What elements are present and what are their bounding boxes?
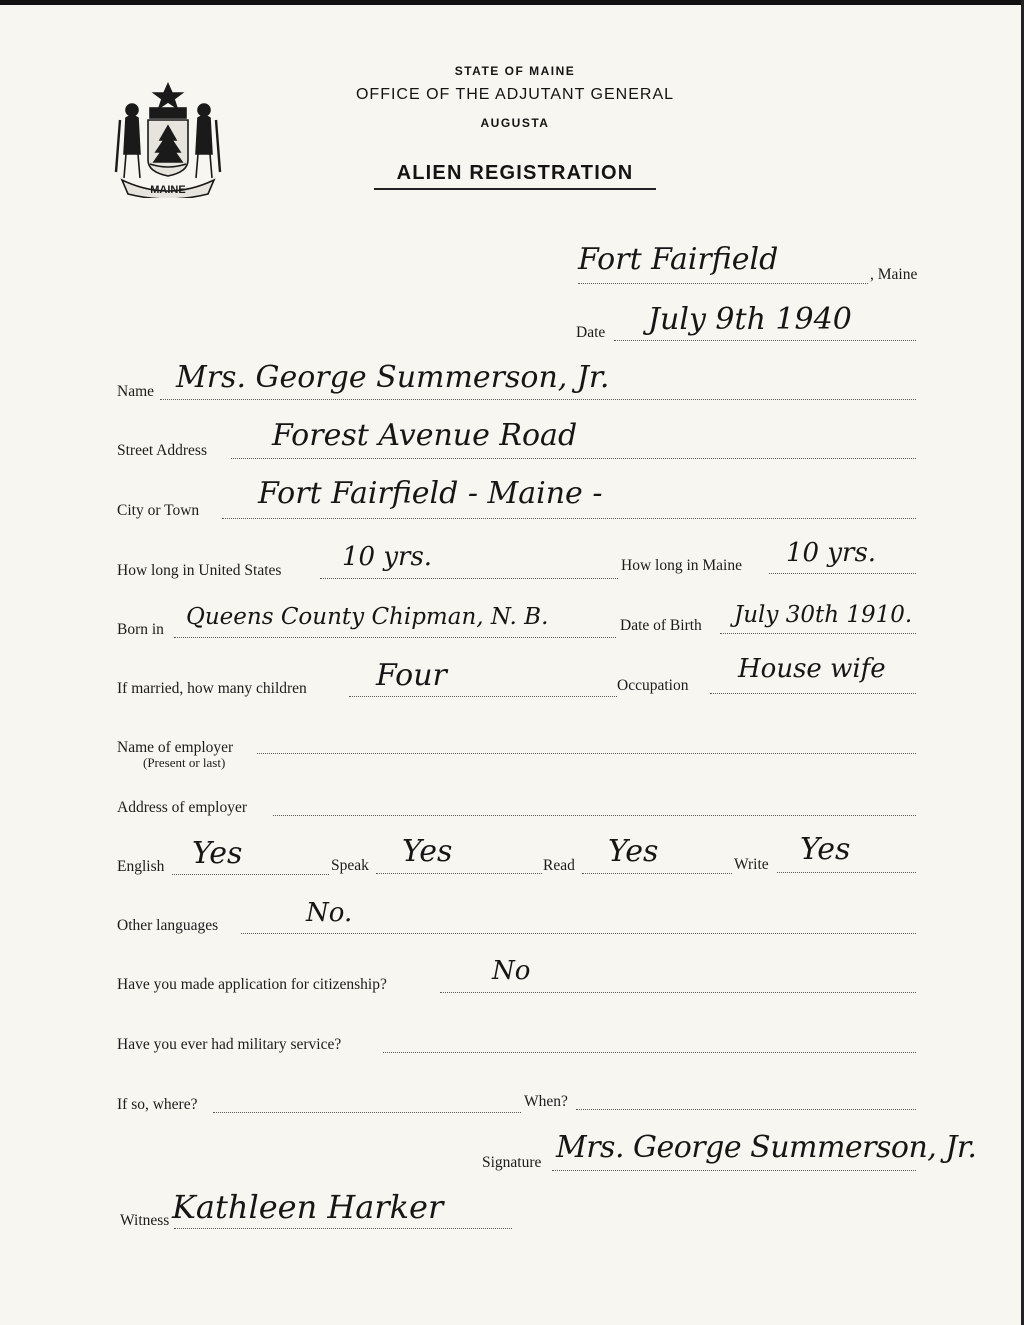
name-entry[interactable]: Mrs. George Summerson, Jr. — [176, 360, 610, 395]
born-in-entry[interactable]: Queens County Chipman, N. B. — [186, 604, 549, 630]
employer-name-label: Name of employer — [117, 739, 234, 756]
scan-edge-top — [0, 0, 1024, 5]
how-long-maine-entry[interactable]: 10 yrs. — [786, 538, 877, 568]
header-office: OFFICE OF THE ADJUTANT GENERAL — [355, 86, 675, 103]
employer-address-line — [273, 815, 916, 816]
maine-state-seal-icon — [112, 80, 224, 198]
military-line — [383, 1052, 916, 1053]
title-underline — [374, 188, 656, 190]
write-line — [777, 872, 916, 873]
read-line — [582, 873, 732, 874]
city-label: City or Town — [117, 502, 200, 519]
street-label: Street Address — [117, 442, 207, 459]
write-entry[interactable]: Yes — [800, 832, 851, 867]
form-title: ALIEN REGISTRATION — [396, 162, 634, 184]
other-languages-line — [241, 933, 916, 934]
how-long-us-label: How long in United States — [117, 562, 282, 579]
name-label: Name — [117, 383, 155, 400]
date-entry[interactable]: July 9th 1940 — [648, 302, 852, 337]
occupation-line — [710, 693, 916, 694]
english-entry[interactable]: Yes — [192, 836, 243, 871]
children-entry[interactable]: Four — [376, 658, 447, 693]
when-line — [576, 1109, 916, 1110]
street-line — [231, 458, 916, 459]
write-label: Write — [734, 856, 769, 873]
children-label: If married, how many children — [117, 680, 307, 697]
when-label: When? — [524, 1093, 568, 1110]
signature-line — [552, 1170, 916, 1171]
if-so-where-label: If so, where? — [117, 1096, 198, 1113]
read-entry[interactable]: Yes — [608, 834, 659, 869]
citizenship-label: Have you made application for citizenship? — [117, 976, 387, 993]
children-line — [349, 696, 617, 697]
employer-name-note: (Present or last) — [143, 755, 226, 770]
other-languages-label: Other languages — [117, 917, 219, 934]
seal-banner-text: MAINE — [150, 184, 186, 196]
city-line — [222, 518, 916, 519]
born-in-line — [174, 637, 616, 638]
witness-line — [174, 1228, 512, 1229]
occupation-label: Occupation — [617, 677, 689, 694]
street-entry[interactable]: Forest Avenue Road — [272, 418, 578, 453]
english-label: English — [117, 858, 165, 875]
maine-suffix-label: , Maine — [870, 266, 918, 283]
employer-address-label: Address of employer — [117, 799, 247, 816]
english-line — [172, 874, 329, 875]
military-label: Have you ever had military service? — [117, 1036, 342, 1053]
city-entry[interactable]: Fort Fairfield - Maine - — [258, 476, 603, 511]
citizenship-line — [440, 992, 916, 993]
born-in-label: Born in — [117, 621, 164, 638]
speak-entry[interactable]: Yes — [402, 834, 453, 869]
date-of-birth-line — [720, 633, 916, 634]
if-so-where-line — [213, 1112, 521, 1113]
name-line — [160, 399, 916, 400]
speak-label: Speak — [331, 857, 369, 874]
how-long-maine-label: How long in Maine — [621, 557, 742, 574]
signature-label: Signature — [482, 1154, 542, 1171]
header-state: STATE OF MAINE — [454, 64, 576, 78]
date-of-birth-label: Date of Birth — [620, 617, 702, 634]
speak-line — [376, 873, 542, 874]
how-long-us-entry[interactable]: 10 yrs. — [342, 542, 433, 572]
other-languages-entry[interactable]: No. — [306, 898, 353, 928]
date-line — [614, 340, 916, 341]
how-long-maine-line — [769, 573, 916, 574]
read-label: Read — [543, 857, 575, 874]
citizenship-entry[interactable]: No — [492, 956, 531, 986]
signature-entry[interactable]: Mrs. George Summerson, Jr. — [556, 1130, 977, 1165]
date-of-birth-entry[interactable]: July 30th 1910. — [734, 602, 913, 628]
how-long-us-line — [320, 578, 618, 579]
employer-name-line — [257, 753, 916, 754]
town-entry[interactable]: Fort Fairfield — [578, 242, 779, 277]
header-city: AUGUSTA — [480, 116, 550, 130]
witness-label: Witness — [120, 1212, 170, 1229]
occupation-entry[interactable]: House wife — [738, 654, 886, 684]
date-label: Date — [576, 324, 606, 341]
town-line — [578, 283, 868, 284]
witness-entry[interactable]: Kathleen Harker — [172, 1188, 444, 1226]
